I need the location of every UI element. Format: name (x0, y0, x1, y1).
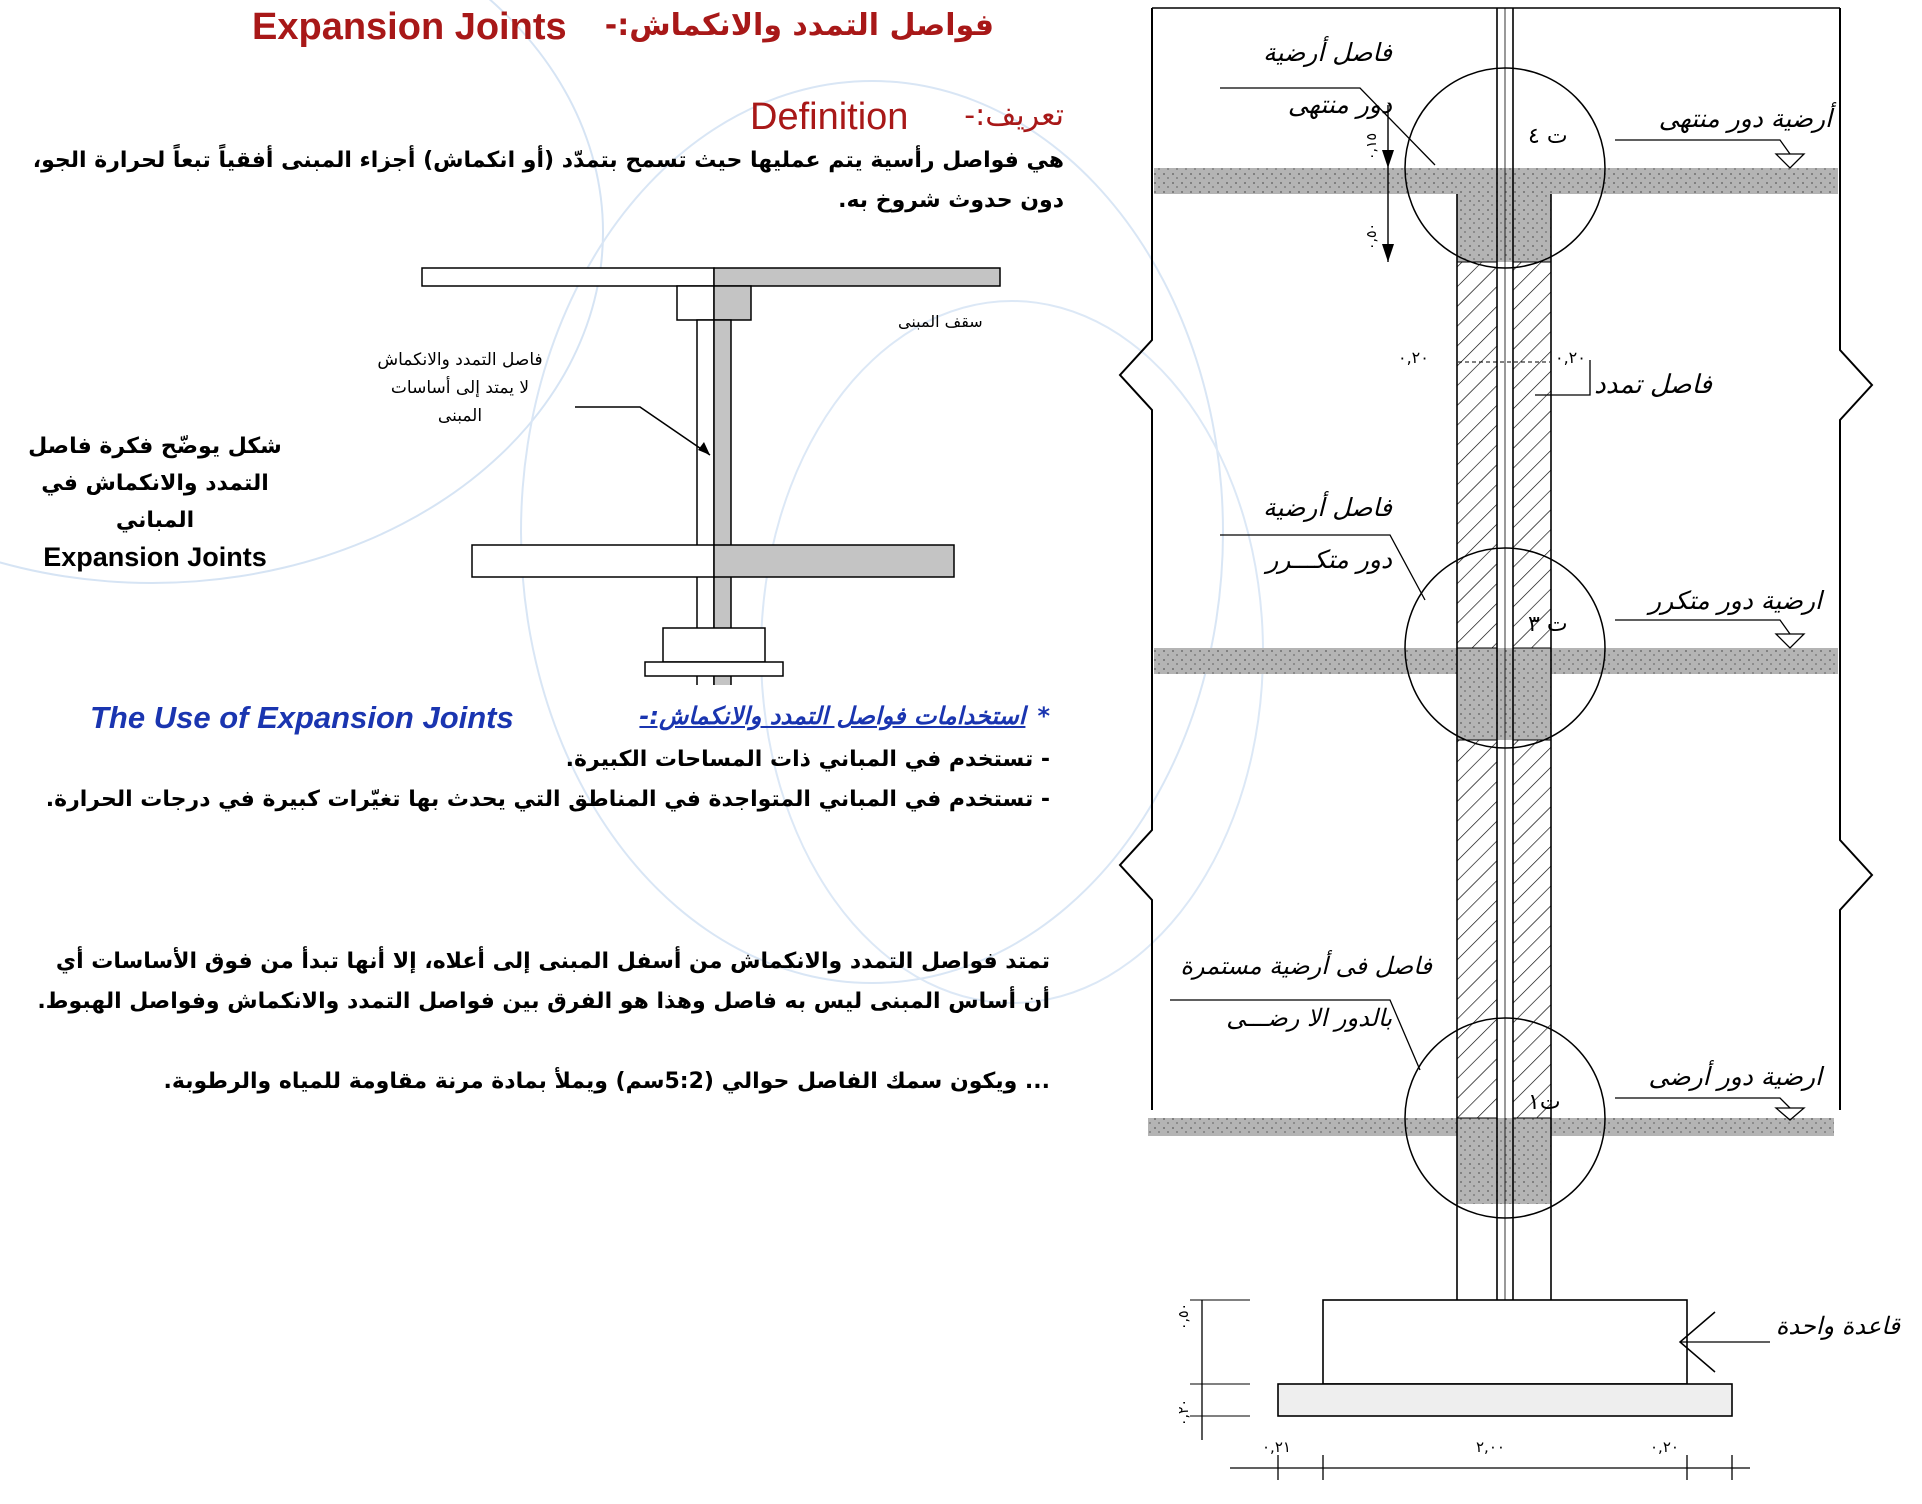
drawing-dim-vertical-bottom: ٠,٢٠ (1176, 1398, 1192, 1426)
title-arabic: فواصل التمدد والانكماش:- (604, 8, 994, 43)
uses-item-1: - تستخدم في المباني ذات المساحات الكبيرة. (565, 747, 1050, 772)
uses-heading-arabic (639, 702, 1050, 730)
drawing-top-tag: ت ٤ (1528, 124, 1568, 149)
drawing-dim-bottom-mid: ٢,٠٠ (1476, 1438, 1505, 1456)
definition-text-line2: دون حدوث شروخ به. (838, 188, 1064, 213)
uses-heading-english: The Use of Expansion Joints (90, 700, 514, 735)
definition-arabic: تعريف:- (964, 98, 1064, 133)
body-paragraph2: ... ويكون سمك الفاصل حوالي (5:2سم) ويملأ بمادة مرنة مقاومة للمياه والرطوبة. (163, 1069, 1050, 1094)
drawing-top-floor-label: أرضية دور منتهى (1658, 104, 1832, 133)
uses-item-2: - تستخدم في المباني المتواجدة في المناطق التي يحدث بها تغيّرات كبيرة في درجات الحرارة. (45, 787, 1050, 812)
uses-star: * (1037, 702, 1050, 730)
drawing-dim-slab-1: ٠,١٥ (1364, 132, 1380, 160)
drawing-expansion-joint-label: فاصل تمدد (1594, 370, 1712, 400)
drawing-ground-joint-line1: فاصل فى أرضية مستمرة (1180, 952, 1432, 980)
drawing-dim-bottom-left: ٠,٢١ (1262, 1438, 1291, 1456)
drawing-mid-tag: ت ٣ (1528, 612, 1568, 637)
drawing-mid-floor-label: ارضية دور متكرر (1649, 586, 1822, 615)
figure-caption (20, 428, 290, 576)
body-paragraph1-line1: تمتد فواصل التمدد والانكماش من أسفل المبنى إلى أعلاه، إلا أنها تبدأ من فوق الأساسات أي (55, 949, 1050, 974)
drawing-ground-tag: ت١ (1528, 1090, 1561, 1115)
figure-joint-label (350, 346, 570, 430)
figure-caption-line3: المباني (115, 508, 195, 533)
drawing-top-joint-line2: دور منتهى (1287, 90, 1392, 119)
drawing-dim-slab-2: ٠,٥٠ (1364, 222, 1380, 250)
drawing-dim-left: ٠,٢٠ (1398, 348, 1429, 367)
figure-caption-english: Expansion Joints (43, 542, 267, 572)
drawing-top-joint-line1: فاصل أرضية (1263, 38, 1392, 67)
drawing-mid-joint-line1: فاصل أرضية (1263, 493, 1392, 522)
drawing-mid-joint-line2: دور متكـــرر (1266, 545, 1392, 574)
drawing-ground-floor-label: ارضية دور أرضى (1648, 1062, 1822, 1091)
drawing-dim-bottom-right: ٠,٢٠ (1650, 1438, 1679, 1456)
figure-caption-line2: التمدد والانكماش في (41, 471, 269, 496)
figure-joint-label-line1: فاصل التمدد والانكماش (377, 350, 543, 370)
drawing-dim-right: ٠,٢٠ (1555, 348, 1586, 367)
figure-roof-label: سقف المبنى (898, 312, 983, 331)
drawing-dim-vertical-top: ٠,٥٠ (1176, 1302, 1192, 1330)
building-section-drawing (1090, 0, 1910, 1500)
drawing-footing-label: قاعدة واحدة (1775, 1312, 1900, 1340)
title-english: Expansion Joints (252, 6, 567, 48)
figure-caption-line1: شكل يوضّح فكرة فاصل (28, 434, 282, 459)
figure-joint-label-line2: لا يمتد إلى أساسات (390, 378, 530, 398)
figure-joint-label-line3: المبنى (437, 406, 483, 426)
body-paragraph1-line2: أن أساس المبنى ليس به فاصل وهذا هو الفرق بين فواصل التمدد والانكماش وفواصل الهبوط. (37, 989, 1050, 1014)
uses-heading-arabic-text: استخدامات فواصل التمدد والانكماش:- (639, 702, 1026, 730)
definition-english: Definition (750, 96, 909, 138)
definition-text-line1: هي فواصل رأسية يتم عمليها حيث تسمح بتمدّد (أو انكماش) أجزاء المبنى أفقياً تبعاً لحرارة الجو، (32, 148, 1064, 173)
drawing-ground-joint-line2: بالدور الا رضـــى (1226, 1004, 1392, 1032)
